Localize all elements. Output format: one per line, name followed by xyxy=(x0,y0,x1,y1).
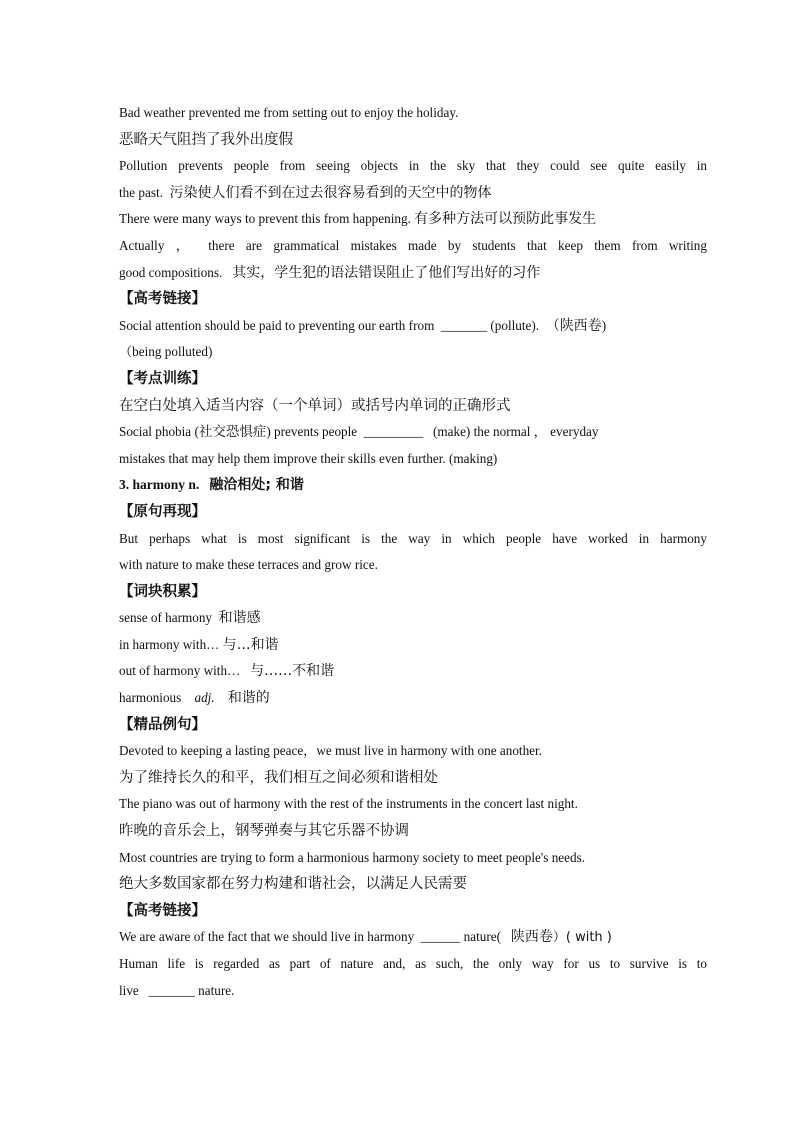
answer-blank: ______ xyxy=(420,929,461,945)
translation: 污染使人们看不到在过去很容易看到的天空中的物体 xyxy=(169,184,492,201)
phrase: out of harmony with… xyxy=(119,663,241,679)
phrase-item xyxy=(119,685,707,712)
example-sentence-en xyxy=(119,791,707,818)
text: Bad weather prevented me from setting out to enjoy the holiday. xyxy=(119,105,459,120)
example-en-4-cont xyxy=(119,260,707,287)
example-sentence-cn xyxy=(119,765,707,792)
practice-question-cont xyxy=(119,446,707,473)
example-sentence-en xyxy=(119,738,707,765)
heading-text: 【精品例句】 xyxy=(119,716,206,733)
text: (make) the normal ， everyday xyxy=(432,424,599,440)
text: Devoted to keeping a lasting peace，we must live in harmony with one another. xyxy=(119,743,542,759)
source: 陕西卷 xyxy=(559,317,602,334)
phrase: sense of harmony xyxy=(119,610,213,626)
text: 昨晚的音乐会上，钢琴弹奏与其它乐器不协调 xyxy=(119,823,409,840)
exam-question-3 xyxy=(119,951,707,978)
example-en-3 xyxy=(119,206,707,233)
page-content xyxy=(119,100,707,1004)
text: mistakes that may help them improve their skills even further. (making) xyxy=(119,450,498,466)
part-of-speech: adj. xyxy=(194,690,215,706)
answer: ）( with ) xyxy=(552,930,612,946)
answer: （being polluted) xyxy=(119,344,213,360)
text: Most countries are trying to form a harmonious harmony society to meet people's needs. xyxy=(119,849,586,865)
answer-blank: _______ xyxy=(148,982,195,998)
phrase: harmonious xyxy=(119,690,182,706)
paren: ) xyxy=(601,317,607,333)
text: good compositions. xyxy=(119,264,223,280)
section-heading-original xyxy=(119,499,707,526)
practice-instruction xyxy=(119,393,707,420)
translation: 其实，学生犯的语法错误阻止了他们写出好的习作 xyxy=(232,264,541,281)
heading-text: 【词块积累】 xyxy=(119,583,206,600)
text: Social phobia ( xyxy=(119,424,199,440)
example-en-2 xyxy=(119,153,707,180)
vocab-meaning: 融洽相处; 和谐 xyxy=(209,477,304,494)
heading-text: 【原句再现】 xyxy=(119,503,206,520)
practice-question xyxy=(119,419,707,446)
section-heading-gaokao-link xyxy=(119,286,707,313)
exam-question-2 xyxy=(119,924,707,951)
original-sentence-cont xyxy=(119,552,707,579)
text: Pollution prevents people from seeing objects in the sky that they could see quite easily in xyxy=(119,158,707,174)
text: nature( xyxy=(463,929,501,945)
example-en-4 xyxy=(119,233,707,260)
text: Social attention should be paid to preventing our earth from xyxy=(119,317,435,333)
section-heading-gaokao-link-2 xyxy=(119,898,707,925)
vocab-word: 3. harmony n. xyxy=(119,477,200,493)
phrase: in harmony with… xyxy=(119,636,220,652)
text: But perhaps what is most significant is the way in which people have worked in harmony xyxy=(119,530,707,546)
text: ) prevents people xyxy=(266,424,358,440)
heading-text: 【高考链接】 xyxy=(119,291,206,308)
text: There were many ways to prevent this from happening. xyxy=(119,211,411,227)
translation: 社交恐惧症 xyxy=(198,424,267,441)
vocab-entry-heading xyxy=(119,472,707,499)
source: 陕西卷 xyxy=(510,929,553,946)
example-cn-1 xyxy=(119,127,707,154)
text: The piano was out of harmony with the rest of the instruments in the concert last night. xyxy=(119,796,578,812)
text: 绝大多数国家都在努力构建和谐社会，以满足人民需要 xyxy=(119,876,467,893)
example-en-2-cont xyxy=(119,180,707,207)
meaning: 与……不和谐 xyxy=(250,663,335,680)
meaning: 和谐的 xyxy=(227,690,270,707)
text: 恶略天气阻挡了我外出度假 xyxy=(119,131,293,148)
text: nature. xyxy=(198,982,235,998)
example-sentence-cn xyxy=(119,818,707,845)
example-en-1 xyxy=(119,100,707,127)
example-sentence-en xyxy=(119,845,707,872)
answer-blank: _________ xyxy=(363,424,424,440)
phrase-item xyxy=(119,658,707,685)
section-heading-practice xyxy=(119,366,707,393)
original-sentence xyxy=(119,526,707,553)
text: Human life is regarded as part of nature and, as such, the only way for us to survive is to xyxy=(119,956,707,971)
section-heading-phrases xyxy=(119,579,707,606)
exam-question-1 xyxy=(119,313,707,340)
phrase-item xyxy=(119,632,707,659)
text: We are aware of the fact that we should live in harmony xyxy=(119,929,415,945)
section-heading-examples xyxy=(119,712,707,739)
meaning: 与…和谐 xyxy=(222,636,279,653)
text: 在空白处填入适当内容（一个单词）或括号内单词的正确形式 xyxy=(119,397,511,414)
meaning: 和谐感 xyxy=(218,610,261,627)
heading-text: 【高考链接】 xyxy=(119,902,206,919)
text: Actually ， there are grammatical mistakes made by students that keep them from writing xyxy=(119,237,707,253)
text: with nature to make these terraces and grow rice. xyxy=(119,557,378,573)
text: 为了维持长久的和平，我们相互之间必须和谐相处 xyxy=(119,769,438,786)
answer-blank: _______ xyxy=(440,317,488,333)
heading-text: 【考点训练】 xyxy=(119,370,206,387)
text: live xyxy=(119,982,139,998)
translation: 有多种方法可以预防此事发生 xyxy=(414,211,597,228)
exam-answer-1 xyxy=(119,339,707,366)
phrase-item xyxy=(119,605,707,632)
paren: （ xyxy=(545,317,560,334)
exam-question-3-cont xyxy=(119,978,707,1005)
text: the past. xyxy=(119,184,163,200)
hint: (pollute). xyxy=(490,317,540,333)
example-sentence-cn xyxy=(119,871,707,898)
